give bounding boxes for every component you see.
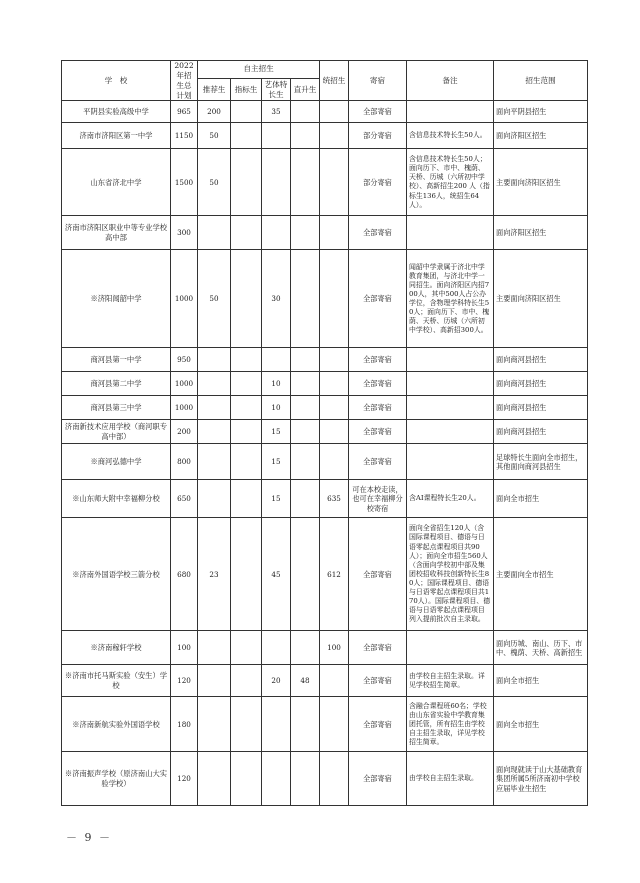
cell-recommend	[198, 480, 231, 518]
cell-notes: 面向全省招生120人（含国际课程项目、德语与日语零起点课程项目共90人）；面向全市招生560人（含面向学校初中部及集团校招收科技创新特长生80人；国际课程项目、德语与日语零起点课程项目共170人）。国际课程项目、德语与日语零起点课程项目列入提前批次自主录取。	[407, 518, 494, 631]
cell-art: 15	[262, 480, 291, 518]
cell-boarding: 部分寄宿	[349, 149, 407, 216]
cell-notes: 含信息技术特长生50人；面向历下、市中、槐荫、天桥、历城（六所初中学校）、高新招生200 人（指标生136人，统招生64人）。	[407, 149, 494, 216]
cell-school: 商河县第三中学	[62, 396, 171, 420]
header-notes: 备注	[407, 61, 494, 101]
cell-recommend: 50	[198, 123, 231, 149]
cell-quota	[231, 518, 262, 631]
page-number: － 9 －	[66, 831, 112, 844]
cell-quota	[231, 216, 262, 250]
cell-recommend	[198, 697, 231, 752]
cell-recommend	[198, 216, 231, 250]
cell-recommend	[198, 396, 231, 420]
cell-scope: 主要面向济阳区招生	[494, 250, 588, 348]
cell-art	[262, 631, 291, 665]
cell-unified	[320, 396, 349, 420]
cell-notes: 含信息技术特长生50人。	[407, 123, 494, 149]
cell-quota	[231, 631, 262, 665]
cell-boarding: 全部寄宿	[349, 101, 407, 123]
cell-scope: 面向商河县招生	[494, 372, 588, 396]
cell-boarding: 全部寄宿	[349, 444, 407, 480]
cell-plan: 100	[171, 631, 198, 665]
cell-quota	[231, 665, 262, 697]
cell-school: ※济南振声学校（原济南山大实验学校）	[62, 752, 171, 806]
cell-quota	[231, 101, 262, 123]
cell-school: 商河县第一中学	[62, 348, 171, 372]
cell-art: 15	[262, 420, 291, 444]
header-school: 学 校	[62, 61, 171, 101]
header-autonomous: 自主招生	[198, 61, 320, 79]
cell-school: ※济南新航实验外国语学校	[62, 697, 171, 752]
cell-recommend	[198, 444, 231, 480]
table-row	[62, 697, 588, 752]
cell-direct	[291, 518, 320, 631]
cell-recommend	[198, 372, 231, 396]
cell-school: ※济阳闻韶中学	[62, 250, 171, 348]
cell-recommend	[198, 631, 231, 665]
cell-direct	[291, 420, 320, 444]
cell-unified	[320, 372, 349, 396]
cell-recommend	[198, 752, 231, 806]
cell-direct	[291, 752, 320, 806]
cell-art	[262, 348, 291, 372]
cell-scope: 面向全市招生	[494, 480, 588, 518]
cell-direct	[291, 216, 320, 250]
cell-notes: 闻韶中学隶属于济北中学教育集团，与济北中学一同招生。面向济阳区内招700人，其中500人占公办学位，含物理学科特长生50人；面向历下、市中、槐荫、天桥、历城（六所初中学校）、高新招300人。	[407, 250, 494, 348]
cell-plan: 1000	[171, 372, 198, 396]
cell-art	[262, 216, 291, 250]
cell-plan: 800	[171, 444, 198, 480]
cell-plan: 965	[171, 101, 198, 123]
cell-quota	[231, 697, 262, 752]
cell-notes	[407, 348, 494, 372]
cell-school: 山东省济北中学	[62, 149, 171, 216]
cell-notes	[407, 420, 494, 444]
cell-notes	[407, 101, 494, 123]
cell-school: ※济南稼轩学校	[62, 631, 171, 665]
cell-scope: 面向全市招生	[494, 665, 588, 697]
cell-direct	[291, 101, 320, 123]
cell-direct	[291, 149, 320, 216]
cell-notes	[407, 396, 494, 420]
cell-direct	[291, 250, 320, 348]
table-row	[62, 348, 588, 372]
cell-direct	[291, 697, 320, 752]
cell-notes: 含融合课程班60名；学校由山东省实验中学教育集团托管，所有招生由学校自主招生录取，详见学校招生简章。	[407, 697, 494, 752]
cell-scope: 面向全市招生	[494, 697, 588, 752]
cell-quota	[231, 420, 262, 444]
cell-unified: 100	[320, 631, 349, 665]
cell-unified	[320, 444, 349, 480]
cell-art	[262, 752, 291, 806]
cell-school: 商河县第二中学	[62, 372, 171, 396]
cell-notes: 由学校自主招生录取。	[407, 752, 494, 806]
cell-art: 45	[262, 518, 291, 631]
cell-scope: 主要面向全市招生	[494, 518, 588, 631]
header-quota: 指标生	[231, 78, 262, 101]
header-direct: 直升生	[291, 78, 320, 101]
cell-school: ※济南市托马斯实验（安生）学校	[62, 665, 171, 697]
table-body	[62, 101, 588, 806]
cell-plan: 650	[171, 480, 198, 518]
cell-unified	[320, 149, 349, 216]
cell-boarding: 全部寄宿	[349, 697, 407, 752]
cell-boarding: 全部寄宿	[349, 518, 407, 631]
cell-plan: 1150	[171, 123, 198, 149]
cell-art: 30	[262, 250, 291, 348]
cell-direct	[291, 396, 320, 420]
table-row	[62, 631, 588, 665]
cell-unified	[320, 665, 349, 697]
cell-quota	[231, 348, 262, 372]
cell-plan: 1500	[171, 149, 198, 216]
cell-recommend: 50	[198, 149, 231, 216]
cell-boarding: 部分寄宿	[349, 123, 407, 149]
cell-direct: 48	[291, 665, 320, 697]
table-row	[62, 216, 588, 250]
cell-boarding: 全部寄宿	[349, 752, 407, 806]
cell-notes: 含AI课程特长生20人。	[407, 480, 494, 518]
cell-recommend	[198, 665, 231, 697]
cell-art: 35	[262, 101, 291, 123]
cell-unified	[320, 420, 349, 444]
cell-recommend: 23	[198, 518, 231, 631]
cell-recommend	[198, 420, 231, 444]
cell-plan: 300	[171, 216, 198, 250]
cell-recommend: 50	[198, 250, 231, 348]
cell-art	[262, 149, 291, 216]
cell-boarding: 全部寄宿	[349, 631, 407, 665]
cell-unified	[320, 216, 349, 250]
header-recommend: 推荐生	[198, 78, 231, 101]
cell-art	[262, 123, 291, 149]
cell-boarding: 全部寄宿	[349, 665, 407, 697]
cell-school: ※山东师大附中幸福柳分校	[62, 480, 171, 518]
cell-school: ※济南外国语学校三箭分校	[62, 518, 171, 631]
cell-school: 济南新技术应用学校（商河职专高中部）	[62, 420, 171, 444]
cell-plan: 1000	[171, 396, 198, 420]
cell-scope: 足球特长生面向全市招生，其他面向商河县招生	[494, 444, 588, 480]
header-unified: 统招生	[320, 61, 349, 101]
enrollment-plan-table	[61, 60, 588, 806]
cell-notes: 由学校自主招生录取。详见学校招生简章。	[407, 665, 494, 697]
cell-quota	[231, 149, 262, 216]
cell-direct	[291, 631, 320, 665]
cell-plan: 680	[171, 518, 198, 631]
cell-quota	[231, 752, 262, 806]
cell-scope: 面向现就读于山大基础教育集团所属5所济南初中学校应届毕业生招生	[494, 752, 588, 806]
cell-unified	[320, 697, 349, 752]
cell-scope: 面向商河县招生	[494, 420, 588, 444]
cell-unified: 612	[320, 518, 349, 631]
cell-school: 济南市济阳区第一中学	[62, 123, 171, 149]
table-row	[62, 518, 588, 631]
cell-notes	[407, 372, 494, 396]
cell-quota	[231, 372, 262, 396]
cell-scope: 面向商河县招生	[494, 348, 588, 372]
cell-school: 平阴县实验高级中学	[62, 101, 171, 123]
cell-art: 10	[262, 372, 291, 396]
table-row	[62, 149, 588, 216]
cell-plan: 120	[171, 665, 198, 697]
cell-direct	[291, 444, 320, 480]
cell-quota	[231, 250, 262, 348]
cell-boarding: 可在本校走读，也可在幸福柳分校寄宿	[349, 480, 407, 518]
cell-scope: 面向商河县招生	[494, 396, 588, 420]
header-art: 艺体特长生	[262, 78, 291, 101]
cell-school: ※商河弘德中学	[62, 444, 171, 480]
cell-direct	[291, 348, 320, 372]
cell-plan: 180	[171, 697, 198, 752]
cell-recommend	[198, 348, 231, 372]
cell-plan: 1000	[171, 250, 198, 348]
table-row	[62, 444, 588, 480]
header-row-1	[62, 61, 588, 79]
cell-boarding: 全部寄宿	[349, 348, 407, 372]
cell-quota	[231, 480, 262, 518]
table-row	[62, 101, 588, 123]
cell-direct	[291, 480, 320, 518]
cell-scope: 面向平阴县招生	[494, 101, 588, 123]
cell-quota	[231, 444, 262, 480]
table-row	[62, 123, 588, 149]
header-boarding: 寄宿	[349, 61, 407, 101]
table-row	[62, 752, 588, 806]
header-scope: 招生范围	[494, 61, 588, 101]
table-row	[62, 250, 588, 348]
cell-unified	[320, 752, 349, 806]
cell-boarding: 全部寄宿	[349, 396, 407, 420]
cell-scope: 主要面向济阳区招生	[494, 149, 588, 216]
cell-unified: 635	[320, 480, 349, 518]
cell-school: 济南市济阳区职业中等专业学校高中部	[62, 216, 171, 250]
cell-plan: 120	[171, 752, 198, 806]
cell-unified	[320, 123, 349, 149]
cell-art: 10	[262, 396, 291, 420]
cell-plan: 950	[171, 348, 198, 372]
cell-recommend: 200	[198, 101, 231, 123]
header-plan: 2022年招生总计划	[171, 61, 198, 101]
cell-boarding: 全部寄宿	[349, 420, 407, 444]
cell-direct	[291, 123, 320, 149]
cell-direct	[291, 372, 320, 396]
table-row	[62, 396, 588, 420]
cell-art	[262, 697, 291, 752]
cell-boarding: 全部寄宿	[349, 250, 407, 348]
cell-notes	[407, 631, 494, 665]
cell-unified	[320, 348, 349, 372]
cell-unified	[320, 250, 349, 348]
table-row	[62, 372, 588, 396]
table-row	[62, 420, 588, 444]
table-row	[62, 480, 588, 518]
cell-scope: 面向济阳区招生	[494, 123, 588, 149]
cell-boarding: 全部寄宿	[349, 372, 407, 396]
cell-plan: 200	[171, 420, 198, 444]
cell-unified	[320, 101, 349, 123]
cell-notes	[407, 216, 494, 250]
cell-boarding: 全部寄宿	[349, 216, 407, 250]
cell-scope: 面向济阳区招生	[494, 216, 588, 250]
cell-quota	[231, 396, 262, 420]
cell-art: 20	[262, 665, 291, 697]
table-row	[62, 665, 588, 697]
cell-notes	[407, 444, 494, 480]
cell-quota	[231, 123, 262, 149]
cell-scope: 面向历城、南山、历下、市中、槐荫、天桥、高新招生	[494, 631, 588, 665]
cell-art: 15	[262, 444, 291, 480]
